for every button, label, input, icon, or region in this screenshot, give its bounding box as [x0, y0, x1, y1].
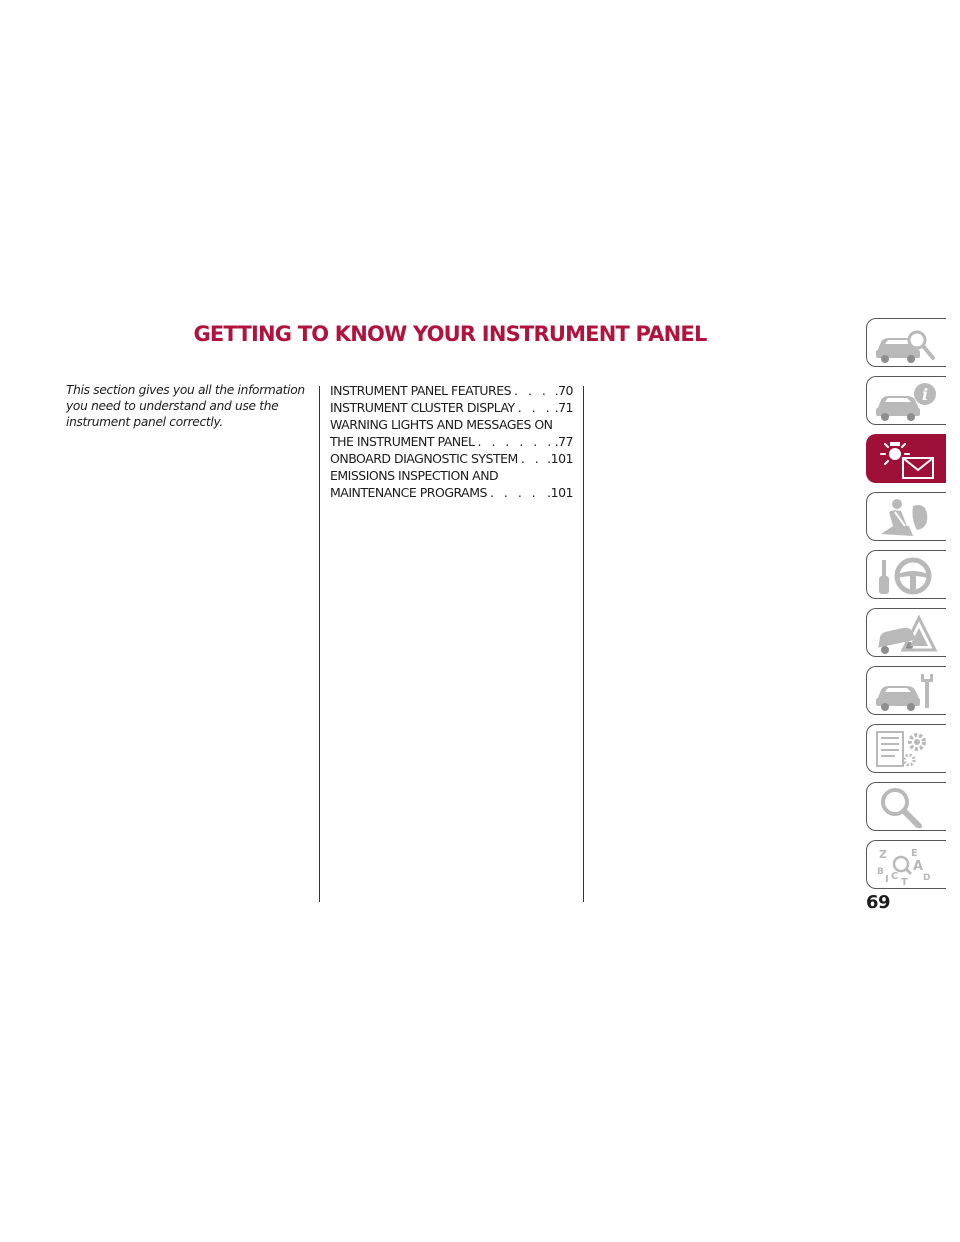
toc-entry-instrument-panel-features[interactable]: [330, 382, 573, 399]
toc-label: THE INSTRUMENT PANEL: [330, 434, 475, 449]
svg-text:Z: Z: [879, 848, 887, 861]
svg-text:B: B: [877, 867, 884, 877]
toc-label: INSTRUMENT CLUSTER DISPLAY: [330, 400, 515, 415]
toc-label: INSTRUMENT PANEL FEATURES: [330, 383, 512, 398]
alphabet-index-icon: [873, 844, 939, 886]
toc-page: .101: [547, 485, 573, 500]
toc-leader-dots: [515, 399, 555, 416]
toc-page: .71: [554, 400, 573, 415]
section-title: GETTING TO KNOW YOUR INSTRUMENT PANEL: [193, 322, 707, 346]
svg-text:T: T: [901, 877, 908, 886]
key-steering-wheel-icon: [873, 554, 939, 596]
chapter-tab-5[interactable]: [866, 550, 946, 599]
table-of-contents: [330, 382, 573, 501]
column-divider-left: [319, 386, 320, 902]
svg-text:D: D: [923, 873, 931, 883]
toc-entry-emissions-inspection[interactable]: [330, 467, 573, 501]
toc-label-lead: WARNING LIGHTS AND MESSAGES ON: [330, 417, 553, 432]
toc-page: .77: [554, 434, 573, 449]
toc-entry-instrument-cluster-display[interactable]: [330, 399, 573, 416]
car-wrench-icon: [873, 670, 939, 712]
intro-text: This section gives you all the information you need to understand and use the instrument panel correctly.: [66, 383, 305, 429]
chapter-tab-10[interactable]: [866, 840, 946, 889]
svg-text:E: E: [911, 848, 918, 859]
column-divider-right: [583, 386, 584, 902]
toc-leader-dots: [511, 382, 555, 399]
toc-leader-dots: [518, 450, 547, 467]
warning-light-message-icon: [873, 438, 939, 480]
toc-entry-warning-lights[interactable]: [330, 416, 573, 450]
svg-text:A: A: [913, 859, 924, 874]
toc-label-lead: EMISSIONS INSPECTION AND: [330, 468, 499, 483]
list-gears-icon: [873, 728, 939, 770]
chapter-tab-6[interactable]: [866, 608, 946, 657]
car-search-icon: [873, 322, 939, 364]
toc-label: MAINTENANCE PROGRAMS: [330, 485, 487, 500]
chapter-tab-9[interactable]: [866, 782, 946, 831]
svg-text:i: i: [921, 385, 929, 404]
chapter-tab-1[interactable]: [866, 318, 946, 367]
toc-page: .101: [547, 451, 573, 466]
seat-airbag-safety-icon: [873, 496, 939, 538]
chapter-tab-3[interactable]: [866, 434, 946, 483]
svg-text:C: C: [891, 871, 899, 882]
toc-label: ONBOARD DIAGNOSTIC SYSTEM: [330, 451, 518, 466]
toc-leader-dots: [487, 484, 547, 501]
toc-entry-onboard-diagnostic-system[interactable]: [330, 450, 573, 467]
toc-leader-dots: [475, 433, 555, 450]
chapter-tab-8[interactable]: [866, 724, 946, 773]
chapter-tab-2[interactable]: [866, 376, 946, 425]
page-number: 69: [866, 892, 891, 913]
car-info-icon: [873, 380, 939, 422]
magnifier-icon: [873, 786, 939, 828]
toc-page: .70: [554, 383, 573, 398]
svg-text:I: I: [885, 874, 889, 885]
chapter-tab-7[interactable]: [866, 666, 946, 715]
chapter-tab-4[interactable]: [866, 492, 946, 541]
car-warning-triangle-icon: [873, 612, 939, 654]
